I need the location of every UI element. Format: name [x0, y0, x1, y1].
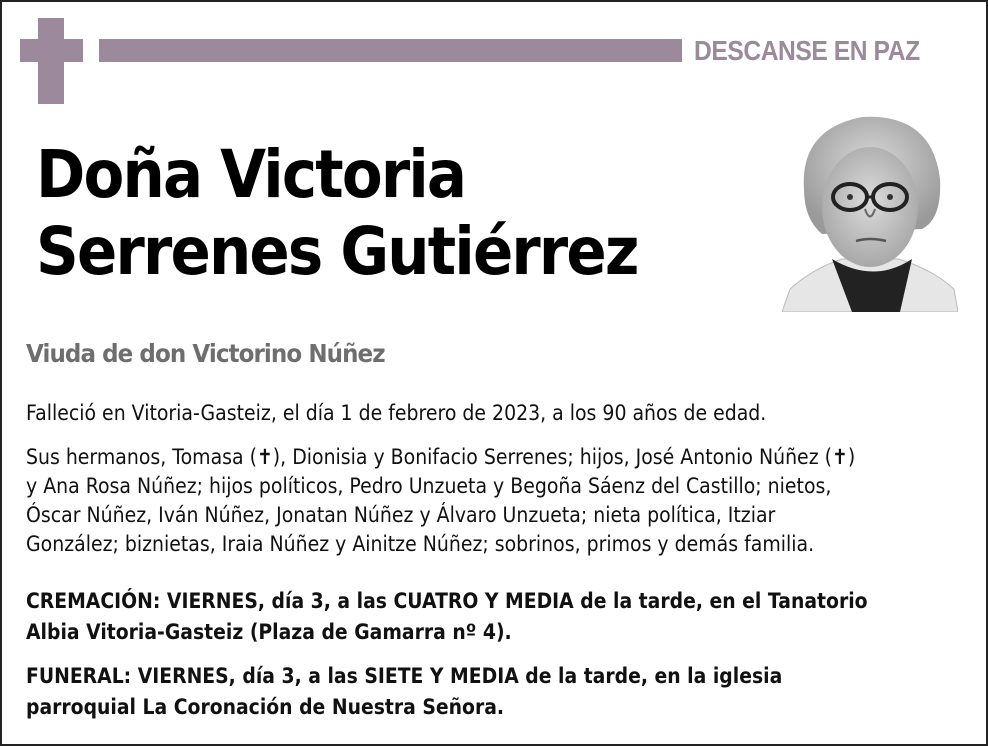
rest-in-peace-label: DESCANSE EN PAZ: [694, 35, 920, 66]
cremation-line: Albia Vitoria-Gasteiz (Plaza de Gamarra nº 4).: [26, 620, 512, 644]
header-rule: [99, 39, 682, 62]
funeral-line: parroquial La Coronación de Nuestra Señora.: [26, 695, 505, 719]
family-line: González; biznietas, Iraia Núñez y Ainitze Núñez; sobrinos, primos y demás familia.: [26, 532, 815, 556]
cremation-line: CREMACIÓN: VIERNES, día 3, a las CUATRO Y MEDIA de la tarde, en el Tanatorio: [26, 589, 868, 613]
cross-icon-arm: [20, 39, 83, 62]
family-line: y Ana Rosa Núñez; hijos políticos, Pedro Unzueta y Begoña Sáenz del Castillo; nietos,: [26, 474, 832, 498]
death-statement: Falleció en Vitoria-Gasteiz, el día 1 de febrero de 2023, a los 90 años de edad.: [26, 401, 767, 425]
funeral-notice: [26, 661, 782, 723]
family-line: Sus hermanos, Tomasa (✝), Dionisia y Bonifacio Serrenes; hijos, José Antonio Núñez (✝): [26, 445, 856, 469]
cremation-notice: [26, 586, 868, 648]
portrait-photo: [782, 109, 958, 312]
family-paragraph: [26, 443, 855, 559]
deceased-name: [36, 136, 638, 290]
name-line-2: Serrenes Gutiérrez: [36, 213, 638, 290]
name-line-1: Doña Victoria: [36, 136, 466, 213]
widow-of-subtitle: Viuda de don Victorino Núñez: [26, 339, 385, 368]
family-line: Óscar Núñez, Iván Núñez, Jonatan Núñez y Álvaro Unzueta; nieta política, Itziar: [26, 503, 776, 527]
funeral-line: FUNERAL: VIERNES, día 3, a las SIETE Y MEDIA de la tarde, en la iglesia: [26, 664, 783, 688]
